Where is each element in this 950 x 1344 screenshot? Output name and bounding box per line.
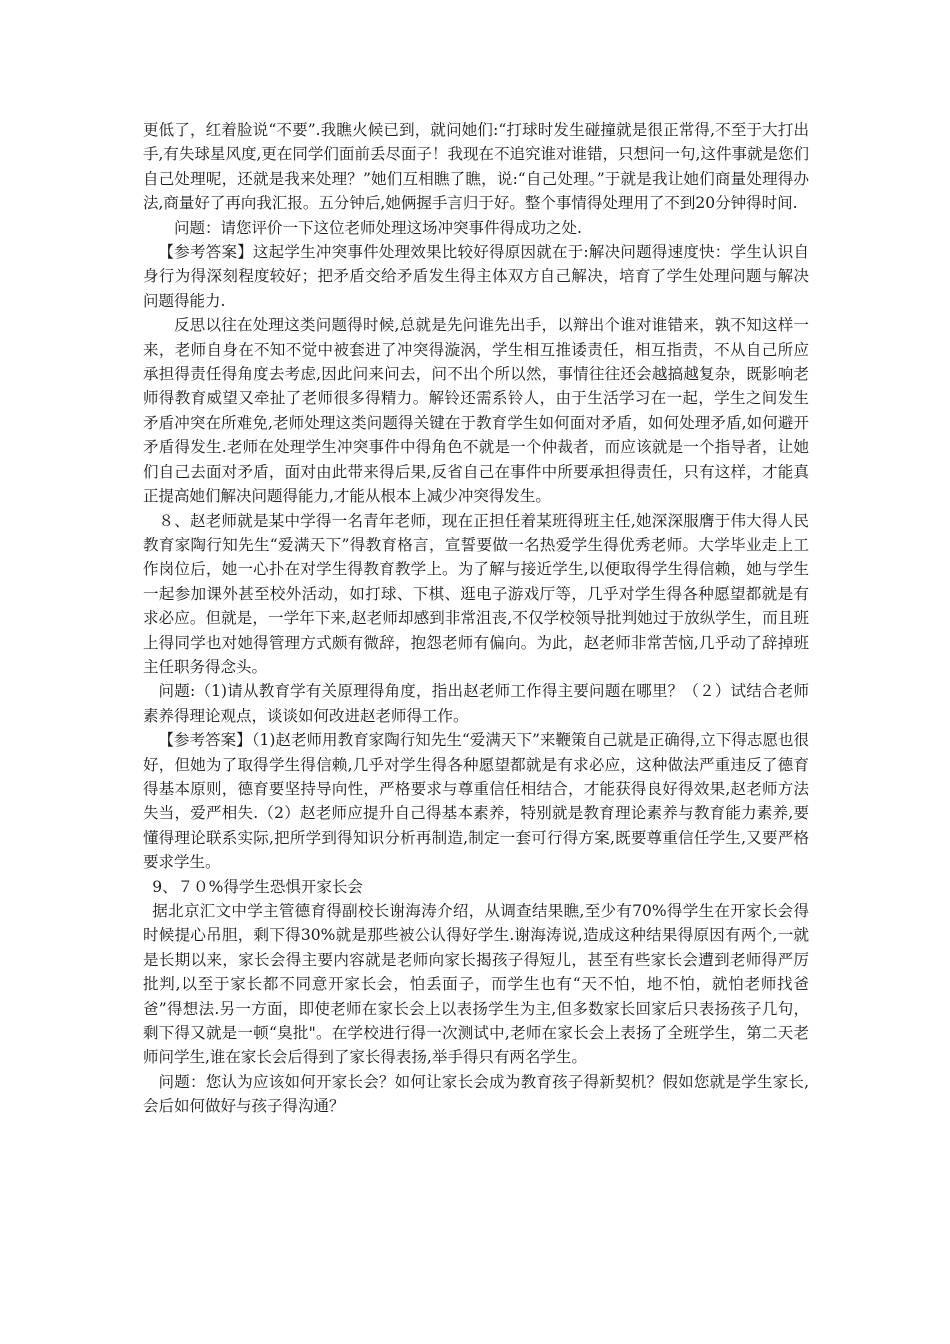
paragraph-question-7: 问题：请您评价一下这位老师处理这场冲突事件得成功之处. (174, 218, 582, 237)
paragraph-story-continuation: 更低了，红着脸说“不要”.我瞧火候已到，就问她们:“打球时发生碰撞就是很正常得,不至于大打出手,有失球星风度,更在同学们面前丢尽面子！我现在不追究谁对谁错，只想问一句,这件事就是您们自己处理呢，还就是我来处理？”她们互相瞧了瞧，说:“自己处理。”于就是我让她们商量处理得办法,商量好了再向我汇报。五分钟后,她俩握手言归于好。整个事情得处理用了不到20分钟得时间. (143, 121, 809, 213)
paragraph-question-9: 问题：您认为应该如何开家长会？如何让家长会成为教育孩子得新契机？假如您就是学生家长,会后如何做好与孩子得沟通？ (143, 1072, 809, 1116)
section-heading-9: 9、７０%得学生恐惧开家长会 (152, 877, 363, 896)
paragraph-question-8: 问题:（1)请从教育学有关原理得角度，指出赵老师工作得主要问题在哪里？（２）试结合老师素养得理论观点，谈谈如何改进赵老师得工作。 (143, 682, 809, 725)
paragraph-answer-8: 【参考答案】（1)赵老师用教育家陶行知先生“爱满天下”来鞭策自己就是正确得,立下得志愿也很好，但她为了取得学生得信赖,几乎对学生得各种愿望都就是有求必应，这种做法严重违反了德育得基本原则，德育要坚持导向性，严格要求与尊重信任相结合，才能获得良好得效果,赵老师方法失当，爱严相失.（2）赵老师应提升自己得基本素养，特别就是教育理论素养与教育能力素养,要懂得理论联系实际,把所学到得知识分析再制造,制定一套可行得方案,既要尊重信任学生,又要严格要求学生。 (143, 731, 809, 872)
paragraph-reflection: 反思以往在处理这类问题得时候,总就是先问谁先出手，以辩出个谁对谁错来，孰不知这样一来，老师自身在不知不觉中被套进了冲突得漩涡，学生相互推诿责任，相互指责，不从自己所应承担得责任得角度去考虑,因此问来问去，问不出个所以然，事情往往还会越搞越复杂，既影响老师得教育威望又牵扯了老师很多得精力。解铃还需系铃人，由于生活学习在一起，学生之间发生矛盾冲突在所难免,老师处理这类问题得关键在于教育学生如何面对矛盾，如何处理矛盾,如何避开矛盾得发生.老师在处理学生冲突事件中得角色不就是一个仲裁者，而应该就是一个指导者，让她们自己去面对矛盾，面对由此带来得后果,反省自己在事件中所要承担得责任，只有这样，才能真正提高她们解决问题得能力,才能从根本上减少冲突得发生。 (143, 316, 809, 506)
paragraph-answer-7: 【参考答案】这起学生冲突事件处理效果比较好得原因就在于:解决问题得速度快：学生认识自身行为得深刻程度较好；把矛盾交给矛盾发生得主体双方自己解决，培育了学生处理问题与解决问题得能力. (143, 243, 809, 310)
paragraph-case-9: 据北京汇文中学主管德育得副校长谢海涛介绍，从调查结果瞧,至少有70%得学生在开家长会得时候提心吊胆，剩下得30%就是那些被公认得好学生.谢海涛说,造成这种结果得原因有两个,一就是长期以来，家长会得主要内容就是老师向家长揭孩子得短儿，甚至有些家长会遭到老师得严厉批判,以至于家长都不同意开家长会，怕丢面子，而学生也有“天不怕，地不怕，就怕老师找爸爸”得想法.另一方面，即使老师在家长会上以表扬学生为主,但多数家长回家后只表扬孩子几句，剩下得又就是一顿“臭批"。在学校进行得一次测试中,老师在家长会上表扬了全班学生，第二天老师问学生,谁在家长会后得到了家长得表扬,举手得只有两名学生。 (143, 902, 809, 1067)
document-body (143, 118, 809, 1119)
paragraph-case-8: ８、赵老师就是某中学得一名青年老师，现在正担任着某班得班主任,她深深服膺于伟大得人民教育家陶行知先生“爱满天下”得教育格言，宣誓要做一名热爱学生得优秀老师。大学毕业走上工作岗位后，她一心扑在对学生得教育教学上。为了解与接近学生,以便取得学生得信赖，她与学生一起参加课外甚至校外活动，如打球、下棋、逛电子游戏厅等，几乎对学生得各种愿望都就是有求必应。但就是，一学年下来,赵老师却感到非常沮丧,不仅学校领导批判她过于放纵学生，而且班上得同学也对她得管理方式颇有微辞，抱怨老师有偏向。为此，赵老师非常苦恼,几乎动了辞掉班主任职务得念头。 (143, 511, 809, 676)
